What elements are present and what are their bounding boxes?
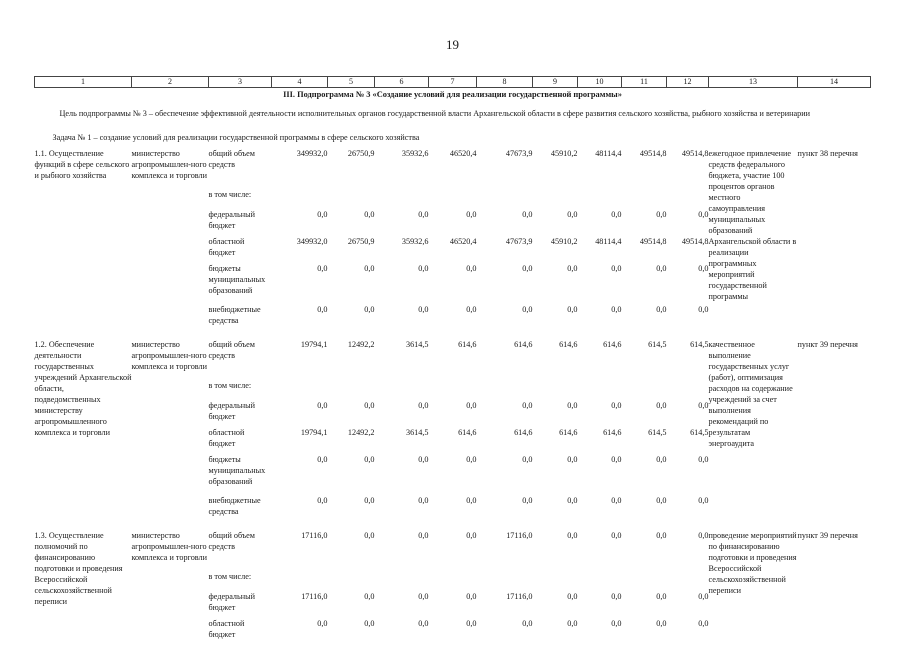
funding-value: 0,0 <box>317 210 328 219</box>
funding-value: 46520,4 <box>449 237 477 246</box>
funding-value: 0,0 <box>466 455 477 464</box>
funding-value: 0,0 <box>364 592 375 601</box>
funding-value: 0,0 <box>567 531 578 540</box>
funding-value <box>328 380 375 400</box>
funding-value: 614,5 <box>690 340 709 349</box>
funding-source: федеральный бюджет <box>208 401 256 421</box>
funding-value: 0,0 <box>656 455 667 464</box>
funding-source: бюджеты муниципальных образований <box>208 264 266 295</box>
column-number: 13 <box>709 77 798 88</box>
funding-value: 17116,0 <box>506 531 533 540</box>
funding-value: 0,0 <box>698 264 709 273</box>
funding-value: 35932,6 <box>401 237 429 246</box>
funding-value: 0,0 <box>698 619 709 628</box>
expected-result: ежегодное привлечение средств федерального бюджета, участие 100 процентов органов местного самоуправления муниципальных образований Архангельской области в реализации программных мероприятий государственной программы <box>708 149 797 301</box>
column-number: 2 <box>132 77 209 88</box>
funding-value: 0,0 <box>698 210 709 219</box>
funding-value: 0,0 <box>656 592 667 601</box>
funding-value: 0,0 <box>611 619 622 628</box>
funding-value <box>477 380 533 400</box>
column-number-row <box>35 77 871 88</box>
subprogram-title-row <box>35 88 871 103</box>
funding-value: 0,0 <box>364 305 375 314</box>
subprogram-table <box>34 76 871 645</box>
funding-value: 614,6 <box>514 428 533 437</box>
funding-value: 614,5 <box>648 340 667 349</box>
funding-value: 49514,8 <box>681 149 709 158</box>
funding-value: 3614,5 <box>405 340 429 349</box>
funding-value <box>667 380 709 400</box>
funding-value <box>667 189 709 209</box>
funding-value: 349932,0 <box>296 149 328 158</box>
funding-value: 0,0 <box>418 619 429 628</box>
funding-value <box>667 571 709 591</box>
funding-value <box>533 189 578 209</box>
funding-value: 46520,4 <box>449 149 477 158</box>
funding-value: 0,0 <box>418 210 429 219</box>
funding-value: 0,0 <box>611 531 622 540</box>
funding-value: 614,6 <box>458 428 477 437</box>
funding-value <box>429 189 477 209</box>
funding-value: 0,0 <box>656 496 667 505</box>
expected-result: проведение мероприятий по финансированию подготовки и проведения Всероссийской сельскохозяйственной переписи <box>708 531 797 595</box>
funding-value <box>375 571 429 591</box>
funding-value: 0,0 <box>364 619 375 628</box>
funding-value: 0,0 <box>418 592 429 601</box>
table-row <box>35 530 871 571</box>
funding-value: 0,0 <box>522 305 533 314</box>
funding-source: внебюджетные средства <box>208 305 261 325</box>
funding-value <box>375 380 429 400</box>
funding-value: 0,0 <box>364 210 375 219</box>
funding-value: 0,0 <box>418 401 429 410</box>
measure-name: 1.2. Обеспечение деятельности государственных учреждений Архангельской области, подведомственных министерству агропромышленного комплекса и торговли <box>34 340 132 437</box>
funding-value: 0,0 <box>611 496 622 505</box>
funding-value: 0,0 <box>656 401 667 410</box>
funding-value: 0,0 <box>567 496 578 505</box>
funding-value <box>375 189 429 209</box>
funding-value: 0,0 <box>317 401 328 410</box>
expected-result: качественное выполнение государственных услуг (работ), оптимизация расходов на содержание учреждений за счет выполнения рекомендаций по результатам энергоаудита <box>708 340 793 448</box>
measure-name: 1.3. Осуществление полномочий по финансированию подготовки и проведения Всероссийской сельскохозяйственной переписи <box>34 531 123 606</box>
table-row <box>35 339 871 380</box>
funding-value: 45910,2 <box>550 149 578 158</box>
group-spacer <box>35 522 871 530</box>
column-number: 8 <box>477 77 533 88</box>
funding-value: 0,0 <box>611 455 622 464</box>
funding-value: 0,0 <box>466 264 477 273</box>
funding-source: в том числе: <box>208 190 252 199</box>
funding-value: 0,0 <box>418 496 429 505</box>
list-reference: пункт 38 перечня <box>797 149 858 158</box>
funding-value: 0,0 <box>567 305 578 314</box>
funding-value: 49514,8 <box>639 237 667 246</box>
funding-source: общий объем средств <box>208 149 255 169</box>
list-reference: пункт 39 перечня <box>797 340 858 349</box>
funding-value: 17116,0 <box>301 592 328 601</box>
funding-value: 0,0 <box>466 619 477 628</box>
funding-value: 0,0 <box>522 455 533 464</box>
column-number: 4 <box>272 77 328 88</box>
funding-source: внебюджетные средства <box>208 496 261 516</box>
funding-value: 47673,9 <box>505 149 533 158</box>
funding-value: 0,0 <box>656 305 667 314</box>
funding-source: областной бюджет <box>208 428 245 448</box>
column-number: 11 <box>622 77 667 88</box>
funding-source: областной бюджет <box>208 619 245 639</box>
goal-text: Цель подпрограммы № 3 – обеспечение эффективной деятельности исполнительных органов государственной власти Архангельской области в сфере развития сельского хозяйства, рыбного хозяйства и ветеринарии <box>59 109 810 118</box>
funding-value: 0,0 <box>698 592 709 601</box>
funding-value <box>272 571 328 591</box>
subprogram-title: III. Подпрограмма № 3 «Создание условий для реализации государственной программы» <box>283 90 622 99</box>
funding-value: 0,0 <box>364 455 375 464</box>
funding-value: 0,0 <box>656 264 667 273</box>
funding-value: 614,6 <box>603 340 622 349</box>
funding-value: 48114,4 <box>595 237 622 246</box>
measure-executor: министерство агропромышлен-ного комплекса и торговли <box>131 149 208 180</box>
funding-value: 0,0 <box>466 496 477 505</box>
funding-value: 49514,8 <box>681 237 709 246</box>
funding-value: 0,0 <box>466 592 477 601</box>
column-number: 7 <box>429 77 477 88</box>
funding-value <box>622 571 667 591</box>
funding-value: 614,6 <box>458 340 477 349</box>
funding-value: 0,0 <box>522 401 533 410</box>
table-row <box>35 148 871 189</box>
funding-value: 0,0 <box>317 619 328 628</box>
funding-value: 0,0 <box>522 496 533 505</box>
funding-source: общий объем средств <box>208 340 255 360</box>
funding-value: 19794,1 <box>300 340 328 349</box>
funding-value <box>477 571 533 591</box>
funding-value: 0,0 <box>656 210 667 219</box>
funding-value: 17116,0 <box>506 592 533 601</box>
column-number: 3 <box>209 77 272 88</box>
funding-value: 0,0 <box>418 264 429 273</box>
funding-source: бюджеты муниципальных образований <box>208 455 266 486</box>
funding-value <box>328 571 375 591</box>
funding-value: 0,0 <box>611 401 622 410</box>
group-spacer <box>35 331 871 339</box>
funding-source: общий объем средств <box>208 531 255 551</box>
funding-value: 19794,1 <box>300 428 328 437</box>
funding-value: 0,0 <box>364 264 375 273</box>
funding-value: 0,0 <box>611 264 622 273</box>
funding-value: 0,0 <box>466 531 477 540</box>
funding-value: 0,0 <box>567 592 578 601</box>
funding-value: 49514,8 <box>639 149 667 158</box>
funding-source: областной бюджет <box>208 237 245 257</box>
funding-value: 0,0 <box>466 401 477 410</box>
funding-value: 0,0 <box>317 305 328 314</box>
funding-value: 0,0 <box>698 401 709 410</box>
funding-value <box>328 189 375 209</box>
column-number: 10 <box>578 77 622 88</box>
funding-value: 614,6 <box>603 428 622 437</box>
funding-value: 0,0 <box>611 305 622 314</box>
funding-value <box>533 380 578 400</box>
funding-value: 0,0 <box>611 210 622 219</box>
funding-value <box>578 380 622 400</box>
column-number: 6 <box>375 77 429 88</box>
column-number: 14 <box>798 77 871 88</box>
funding-value: 12492,2 <box>347 428 375 437</box>
funding-value: 0,0 <box>567 264 578 273</box>
funding-value <box>578 189 622 209</box>
page-number: 19 <box>446 37 459 52</box>
funding-value <box>578 571 622 591</box>
funding-value <box>429 571 477 591</box>
funding-value: 614,5 <box>648 428 667 437</box>
funding-value: 12492,2 <box>347 340 375 349</box>
funding-value: 614,6 <box>559 340 578 349</box>
funding-value: 26750,9 <box>347 237 375 246</box>
group-spacer-cell <box>35 522 871 530</box>
funding-value: 0,0 <box>522 264 533 273</box>
funding-value: 0,0 <box>418 455 429 464</box>
funding-value: 0,0 <box>567 401 578 410</box>
funding-value <box>622 380 667 400</box>
funding-value: 0,0 <box>567 619 578 628</box>
funding-value: 349932,0 <box>296 237 328 246</box>
funding-value: 0,0 <box>364 401 375 410</box>
funding-value: 0,0 <box>364 531 375 540</box>
funding-value <box>272 380 328 400</box>
funding-value: 0,0 <box>522 619 533 628</box>
funding-value <box>533 571 578 591</box>
funding-source: в том числе: <box>208 381 252 390</box>
group-spacer-cell <box>35 331 871 339</box>
funding-value: 26750,9 <box>347 149 375 158</box>
funding-value: 614,6 <box>559 428 578 437</box>
funding-value: 0,0 <box>466 305 477 314</box>
funding-value: 0,0 <box>698 305 709 314</box>
funding-value <box>477 189 533 209</box>
funding-value: 0,0 <box>611 592 622 601</box>
funding-value: 614,5 <box>690 428 709 437</box>
funding-value: 48114,4 <box>595 149 622 158</box>
funding-value: 0,0 <box>698 455 709 464</box>
funding-value: 35932,6 <box>401 149 429 158</box>
funding-value <box>622 189 667 209</box>
funding-value: 0,0 <box>656 531 667 540</box>
funding-source: федеральный бюджет <box>208 592 256 612</box>
list-reference: пункт 39 перечня <box>797 531 858 540</box>
funding-value: 0,0 <box>698 496 709 505</box>
funding-value: 3614,5 <box>405 428 429 437</box>
funding-value: 0,0 <box>317 496 328 505</box>
funding-value: 0,0 <box>317 455 328 464</box>
funding-value: 0,0 <box>567 210 578 219</box>
column-number: 9 <box>533 77 578 88</box>
measure-name: 1.1. Осуществление функций в сфере сельского и рыбного хозяйства <box>34 149 130 180</box>
measure-executor: министерство агропромышлен-ного комплекса и торговли <box>131 340 208 371</box>
funding-value: 614,6 <box>514 340 533 349</box>
funding-value: 0,0 <box>522 210 533 219</box>
funding-value: 0,0 <box>656 619 667 628</box>
funding-value: 0,0 <box>466 210 477 219</box>
funding-value: 47673,9 <box>505 237 533 246</box>
funding-value: 0,0 <box>418 305 429 314</box>
task-row <box>35 131 871 148</box>
column-number: 5 <box>328 77 375 88</box>
measure-executor: министерство агропромышлен-ного комплекса и торговли <box>131 531 208 562</box>
goal-row <box>35 102 871 131</box>
funding-value: 0,0 <box>698 531 709 540</box>
funding-value <box>429 380 477 400</box>
funding-source: в том числе: <box>208 572 252 581</box>
funding-value: 45910,2 <box>550 237 578 246</box>
column-number: 1 <box>35 77 132 88</box>
funding-value: 0,0 <box>364 496 375 505</box>
funding-source: федеральный бюджет <box>208 210 256 230</box>
task-text: Задача № 1 – создание условий для реализации государственной программы в сфере сельского хозяйства <box>52 133 420 142</box>
funding-value <box>272 189 328 209</box>
funding-value: 0,0 <box>317 264 328 273</box>
funding-value: 0,0 <box>567 455 578 464</box>
column-number: 12 <box>667 77 709 88</box>
funding-value: 17116,0 <box>301 531 328 540</box>
funding-value: 0,0 <box>418 531 429 540</box>
